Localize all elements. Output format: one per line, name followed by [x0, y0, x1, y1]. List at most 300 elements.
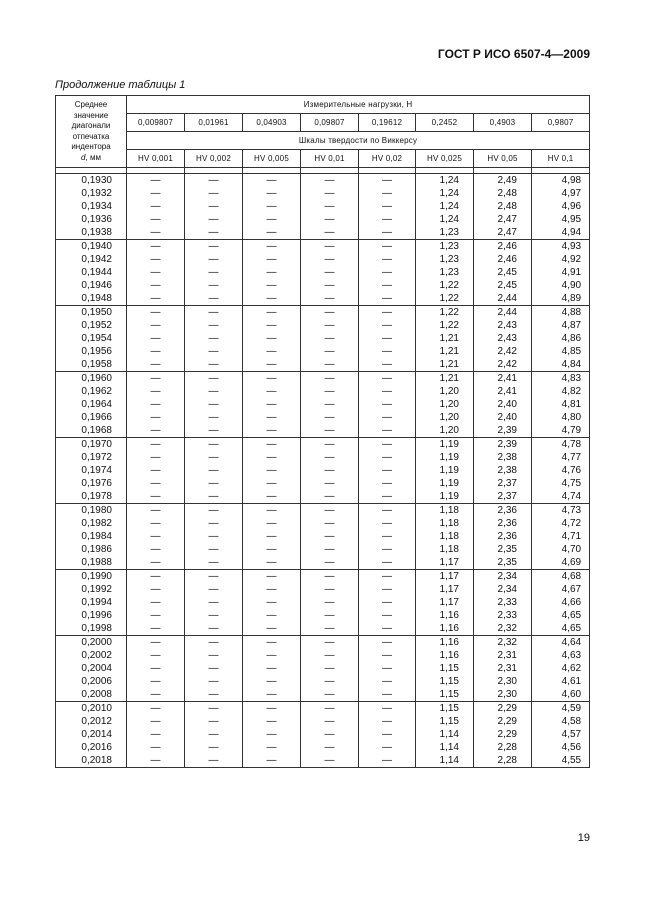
loads-row — [56, 114, 590, 132]
table-value: 0,1978 — [81, 491, 112, 502]
hv-005-cell — [474, 702, 532, 768]
table-value: 2,41 — [497, 373, 517, 384]
table-value: — — [324, 689, 335, 700]
table-value: 4,68 — [561, 571, 582, 582]
table-value: 2,39 — [497, 439, 517, 450]
table-value: — — [324, 637, 335, 648]
table-value: 4,81 — [561, 399, 582, 410]
table-value: — — [266, 584, 277, 595]
table-value: 0,2016 — [81, 742, 112, 753]
table-value: 2,36 — [497, 518, 517, 529]
table-value: — — [324, 439, 335, 450]
table-value: 1,24 — [439, 201, 459, 212]
table-value: — — [324, 227, 335, 238]
table-value: — — [266, 386, 277, 397]
table-value: 2,34 — [497, 571, 517, 582]
table-value: — — [266, 320, 277, 331]
table-value: 0,1958 — [81, 359, 112, 370]
table-value: 4,63 — [561, 650, 582, 661]
table-value: — — [208, 333, 219, 344]
table-value: — — [266, 399, 277, 410]
table-value: 1,18 — [439, 544, 459, 555]
table-value: 1,20 — [439, 386, 459, 397]
table-value: — — [266, 175, 277, 186]
table-value: 4,62 — [561, 663, 582, 674]
table-value: — — [208, 676, 219, 687]
table-value: — — [208, 399, 219, 410]
table-value: — — [208, 373, 219, 384]
table-value: — — [324, 505, 335, 516]
hv-01-cell — [532, 636, 590, 702]
stub-header-units — [56, 153, 126, 164]
table-value: 4,83 — [561, 373, 582, 384]
table-value: — — [382, 399, 392, 410]
table-value: 4,98 — [561, 175, 582, 186]
table-value: 2,35 — [497, 557, 517, 568]
table-value: 0,2010 — [81, 703, 112, 714]
empty-value-cell — [127, 438, 185, 504]
table-value: 0,1952 — [81, 320, 112, 331]
table-value: — — [266, 346, 277, 357]
empty-value-cell — [185, 240, 243, 306]
table-value: 2,35 — [497, 544, 517, 555]
table-value: — — [208, 293, 219, 304]
table-value: — — [382, 214, 392, 225]
table-value: — — [382, 386, 392, 397]
hv-005-cell — [474, 438, 532, 504]
table-value: 2,37 — [497, 491, 517, 502]
table-value: 1,24 — [439, 214, 459, 225]
table-value: — — [266, 359, 277, 370]
table-value: — — [266, 689, 277, 700]
table-value: 4,90 — [561, 280, 582, 291]
hv-01-cell — [532, 174, 590, 240]
table-value: — — [150, 544, 161, 555]
table-value: — — [382, 663, 392, 674]
table-value: 2,34 — [497, 584, 517, 595]
table-group-row — [56, 240, 590, 306]
table-value: — — [324, 742, 335, 753]
table-value: 0,2002 — [81, 650, 112, 661]
empty-value-cell — [359, 240, 416, 306]
table-value: 2,29 — [497, 729, 517, 740]
table-value: — — [324, 346, 335, 357]
table-value: — — [382, 425, 392, 436]
table-value: 1,17 — [439, 571, 459, 582]
table-value: — — [208, 227, 219, 238]
table-value: 1,23 — [439, 254, 459, 265]
empty-value-cell — [127, 702, 185, 768]
table-value: — — [150, 241, 161, 252]
table-value: 2,36 — [497, 505, 517, 516]
hv-01-cell — [532, 702, 590, 768]
diagonal-cell — [56, 504, 127, 570]
table-value: — — [150, 663, 161, 674]
table-value: — — [150, 267, 161, 278]
table-value: 2,32 — [497, 637, 517, 648]
table-value: — — [382, 346, 392, 357]
table-value: — — [208, 412, 219, 423]
table-value: 0,1974 — [81, 465, 112, 476]
load-cell: 0,2452 — [416, 114, 474, 132]
table-value: — — [382, 518, 392, 529]
table-value: 4,84 — [561, 359, 582, 370]
table-value: 0,2000 — [81, 637, 112, 648]
stub-header-line: отпечатка — [72, 131, 110, 141]
empty-value-cell — [243, 240, 301, 306]
scales-title: Шкалы твердости по Виккерсу — [127, 132, 590, 150]
scales-row — [56, 150, 590, 168]
table-value: — — [208, 716, 219, 727]
table-value: — — [208, 544, 219, 555]
table-value: — — [150, 399, 161, 410]
load-cell: 0,4903 — [474, 114, 532, 132]
hv-0025-cell — [416, 438, 474, 504]
load-cell: 0,9807 — [532, 114, 590, 132]
table-value: 1,24 — [439, 188, 459, 199]
table-value: 1,20 — [439, 425, 459, 436]
table-value: 2,46 — [497, 241, 517, 252]
empty-value-cell — [127, 504, 185, 570]
table-value: 1,21 — [439, 346, 459, 357]
table-value: — — [208, 491, 219, 502]
table-value: 4,96 — [561, 201, 582, 212]
table-value: — — [208, 518, 219, 529]
empty-value-cell — [301, 570, 359, 636]
table-value: 1,16 — [439, 610, 459, 621]
table-value: — — [150, 188, 161, 199]
table-value: 4,66 — [561, 597, 582, 608]
table-value: — — [382, 610, 392, 621]
table-value: — — [208, 175, 219, 186]
table-group-row — [56, 372, 590, 438]
table-value: 1,18 — [439, 518, 459, 529]
load-cell: 0,04903 — [243, 114, 301, 132]
hv-0025-cell — [416, 570, 474, 636]
table-value: 4,95 — [561, 214, 582, 225]
scale-cell: HV 0,1 — [532, 150, 590, 168]
table-value: — — [324, 663, 335, 674]
table-value: 1,18 — [439, 531, 459, 542]
hv-01-cell — [532, 372, 590, 438]
table-value: — — [324, 280, 335, 291]
empty-value-cell — [301, 240, 359, 306]
table-value: 1,15 — [439, 689, 459, 700]
diagonal-cell — [56, 570, 127, 636]
table-value: — — [150, 227, 161, 238]
table-value: — — [150, 359, 161, 370]
empty-value-cell — [301, 306, 359, 372]
diagonal-cell — [56, 306, 127, 372]
empty-value-cell — [127, 306, 185, 372]
table-value: 4,72 — [561, 518, 582, 529]
table-value: — — [324, 201, 335, 212]
table-value: — — [150, 293, 161, 304]
hv-0025-cell — [416, 306, 474, 372]
table-value: 1,17 — [439, 557, 459, 568]
table-value: — — [266, 571, 277, 582]
table-value: — — [150, 452, 161, 463]
table-value: — — [150, 280, 161, 291]
table-value: 4,70 — [561, 544, 582, 555]
empty-value-cell — [243, 174, 301, 240]
empty-value-cell — [359, 174, 416, 240]
table-value: 4,74 — [561, 491, 582, 502]
table-value: 0,1990 — [81, 571, 112, 582]
table-value: — — [266, 491, 277, 502]
table-value: 2,45 — [497, 280, 517, 291]
table-value: — — [266, 557, 277, 568]
table-value: 0,1970 — [81, 439, 112, 450]
table-group-row — [56, 504, 590, 570]
table-value: 0,1944 — [81, 267, 112, 278]
table-value: — — [150, 346, 161, 357]
table-value: 2,33 — [497, 597, 517, 608]
table-value: — — [208, 307, 219, 318]
table-value: 4,61 — [561, 676, 582, 687]
table-value: — — [208, 465, 219, 476]
stub-header-variable: d — [81, 152, 86, 162]
table-value: 1,17 — [439, 584, 459, 595]
table-value: — — [324, 175, 335, 186]
table-value: — — [382, 452, 392, 463]
hardness-table — [55, 95, 590, 768]
table-value: — — [382, 571, 392, 582]
empty-value-cell — [301, 372, 359, 438]
table-value: — — [208, 267, 219, 278]
load-cell: 0,009807 — [127, 114, 185, 132]
table-value: 2,40 — [497, 399, 517, 410]
empty-value-cell — [185, 504, 243, 570]
table-value: 1,19 — [439, 439, 459, 450]
table-value: — — [266, 755, 277, 766]
table-value: 2,42 — [497, 359, 517, 370]
table-value: — — [266, 663, 277, 674]
scale-cell: HV 0,05 — [474, 150, 532, 168]
table-value: — — [324, 399, 335, 410]
table-value: — — [150, 689, 161, 700]
table-value: — — [324, 676, 335, 687]
table-value: 4,88 — [561, 307, 582, 318]
table-value: — — [382, 729, 392, 740]
table-value: — — [266, 373, 277, 384]
table-value: — — [208, 571, 219, 582]
table-value: — — [208, 359, 219, 370]
table-value: 2,39 — [497, 425, 517, 436]
empty-value-cell — [243, 504, 301, 570]
diagonal-cell — [56, 702, 127, 768]
table-value: — — [324, 518, 335, 529]
table-value: — — [208, 254, 219, 265]
table-value: 4,89 — [561, 293, 582, 304]
table-body — [56, 168, 590, 768]
loads-title: Измерительные нагрузки, Н — [127, 96, 590, 114]
table-value: — — [382, 280, 392, 291]
table-value: — — [382, 703, 392, 714]
table-value: 1,14 — [439, 755, 459, 766]
table-value: 2,28 — [497, 755, 517, 766]
table-value: — — [382, 637, 392, 648]
table-value: — — [382, 412, 392, 423]
table-value: 1,21 — [439, 333, 459, 344]
table-value: 1,15 — [439, 676, 459, 687]
table-value: 2,43 — [497, 320, 517, 331]
table-group-row — [56, 570, 590, 636]
table-caption: Продолжение таблицы 1 — [55, 79, 186, 91]
table-value: — — [266, 518, 277, 529]
table-value: — — [324, 531, 335, 542]
scale-cell: HV 0,001 — [127, 150, 185, 168]
table-value: — — [208, 346, 219, 357]
table-value: — — [208, 214, 219, 225]
table-group-row — [56, 702, 590, 768]
table-value: — — [382, 623, 392, 634]
table-value: 4,82 — [561, 386, 582, 397]
table-value: — — [266, 465, 277, 476]
table-value: 4,67 — [561, 584, 582, 595]
empty-value-cell — [185, 438, 243, 504]
table-value: — — [150, 597, 161, 608]
table-value: — — [150, 386, 161, 397]
hv-0025-cell — [416, 174, 474, 240]
table-value: — — [382, 676, 392, 687]
table-value: 0,2006 — [81, 676, 112, 687]
table-value: 4,69 — [561, 557, 582, 568]
table-value: — — [208, 478, 219, 489]
table-value: 1,15 — [439, 703, 459, 714]
table-value: 4,94 — [561, 227, 582, 238]
table-value: 1,19 — [439, 465, 459, 476]
table-value: 0,1946 — [81, 280, 112, 291]
empty-value-cell — [301, 636, 359, 702]
stub-header-line: диагонали — [71, 121, 111, 130]
stub-header-unit: , мм — [85, 152, 101, 162]
stub-header-line: индентора — [71, 142, 111, 151]
table-value: 1,20 — [439, 399, 459, 410]
empty-value-cell — [127, 174, 185, 240]
table-value: — — [266, 227, 277, 238]
table-value: — — [382, 491, 392, 502]
table-group-row — [56, 306, 590, 372]
table-value: 0,2008 — [81, 689, 112, 700]
diagonal-cell — [56, 174, 127, 240]
hv-01-cell — [532, 240, 590, 306]
table-value: — — [382, 373, 392, 384]
table-value: 0,1964 — [81, 399, 112, 410]
table-value: 0,1956 — [81, 346, 112, 357]
hv-01-cell — [532, 306, 590, 372]
table-value: — — [266, 597, 277, 608]
table-value: — — [208, 280, 219, 291]
table-value: — — [382, 557, 392, 568]
table-value: 1,20 — [439, 412, 459, 423]
table-value: 2,48 — [497, 201, 517, 212]
table-value: — — [266, 254, 277, 265]
table-value: — — [150, 571, 161, 582]
table-value: 0,1936 — [81, 214, 112, 225]
table-value: — — [266, 241, 277, 252]
table-value: — — [266, 201, 277, 212]
empty-value-cell — [359, 372, 416, 438]
table-value: — — [266, 742, 277, 753]
table-value: 2,48 — [497, 188, 517, 199]
table-value: — — [208, 557, 219, 568]
table-value: 0,2018 — [81, 755, 112, 766]
table-value: 2,36 — [497, 531, 517, 542]
table-value: 1,17 — [439, 597, 459, 608]
table-value: — — [324, 359, 335, 370]
table-value: — — [208, 755, 219, 766]
table-value: — — [382, 241, 392, 252]
empty-value-cell — [301, 504, 359, 570]
table-value: 4,55 — [561, 755, 582, 766]
table-value: — — [382, 531, 392, 542]
table-value: — — [208, 597, 219, 608]
table-value: 4,76 — [561, 465, 582, 476]
table-value: — — [150, 201, 161, 212]
table-value: — — [266, 280, 277, 291]
table-value: 4,71 — [561, 531, 582, 542]
table-value: — — [150, 505, 161, 516]
diagonal-cell — [56, 372, 127, 438]
table-value: — — [324, 452, 335, 463]
table-value: 2,49 — [497, 175, 517, 186]
table-value: 0,1934 — [81, 201, 112, 212]
table-value: 0,2004 — [81, 663, 112, 674]
table-value: — — [208, 452, 219, 463]
table-value: — — [382, 267, 392, 278]
empty-value-cell — [243, 570, 301, 636]
table-value: 4,56 — [561, 742, 582, 753]
table-value: 2,32 — [497, 623, 517, 634]
table-value: 2,40 — [497, 412, 517, 423]
table-value: — — [150, 214, 161, 225]
table-value: 0,1994 — [81, 597, 112, 608]
table-value: 1,19 — [439, 491, 459, 502]
table-value: 0,1992 — [81, 584, 112, 595]
table-value: — — [324, 544, 335, 555]
table-value: 4,59 — [561, 703, 582, 714]
table-value: 4,65 — [561, 623, 582, 634]
empty-value-cell — [359, 570, 416, 636]
table-value: 0,1976 — [81, 478, 112, 489]
table-value: 2,28 — [497, 742, 517, 753]
table-value: 4,60 — [561, 689, 582, 700]
table-value: — — [150, 729, 161, 740]
empty-value-cell — [185, 702, 243, 768]
table-value: 2,38 — [497, 465, 517, 476]
table-value: — — [266, 544, 277, 555]
table-value: — — [324, 729, 335, 740]
table-value: 4,57 — [561, 729, 582, 740]
table-value: — — [150, 491, 161, 502]
table-value: — — [150, 518, 161, 529]
table-value: — — [208, 320, 219, 331]
table-value: 0,1940 — [81, 241, 112, 252]
empty-value-cell — [359, 702, 416, 768]
table-value: 0,1972 — [81, 452, 112, 463]
table-value: 1,16 — [439, 623, 459, 634]
diagonal-cell — [56, 240, 127, 306]
table-value: 2,43 — [497, 333, 517, 344]
table-value: — — [208, 188, 219, 199]
table-value: — — [266, 703, 277, 714]
table-value: 4,79 — [561, 425, 582, 436]
table-value: — — [382, 584, 392, 595]
table-value: 0,1998 — [81, 623, 112, 634]
hv-0025-cell — [416, 702, 474, 768]
table-value: 0,1988 — [81, 557, 112, 568]
